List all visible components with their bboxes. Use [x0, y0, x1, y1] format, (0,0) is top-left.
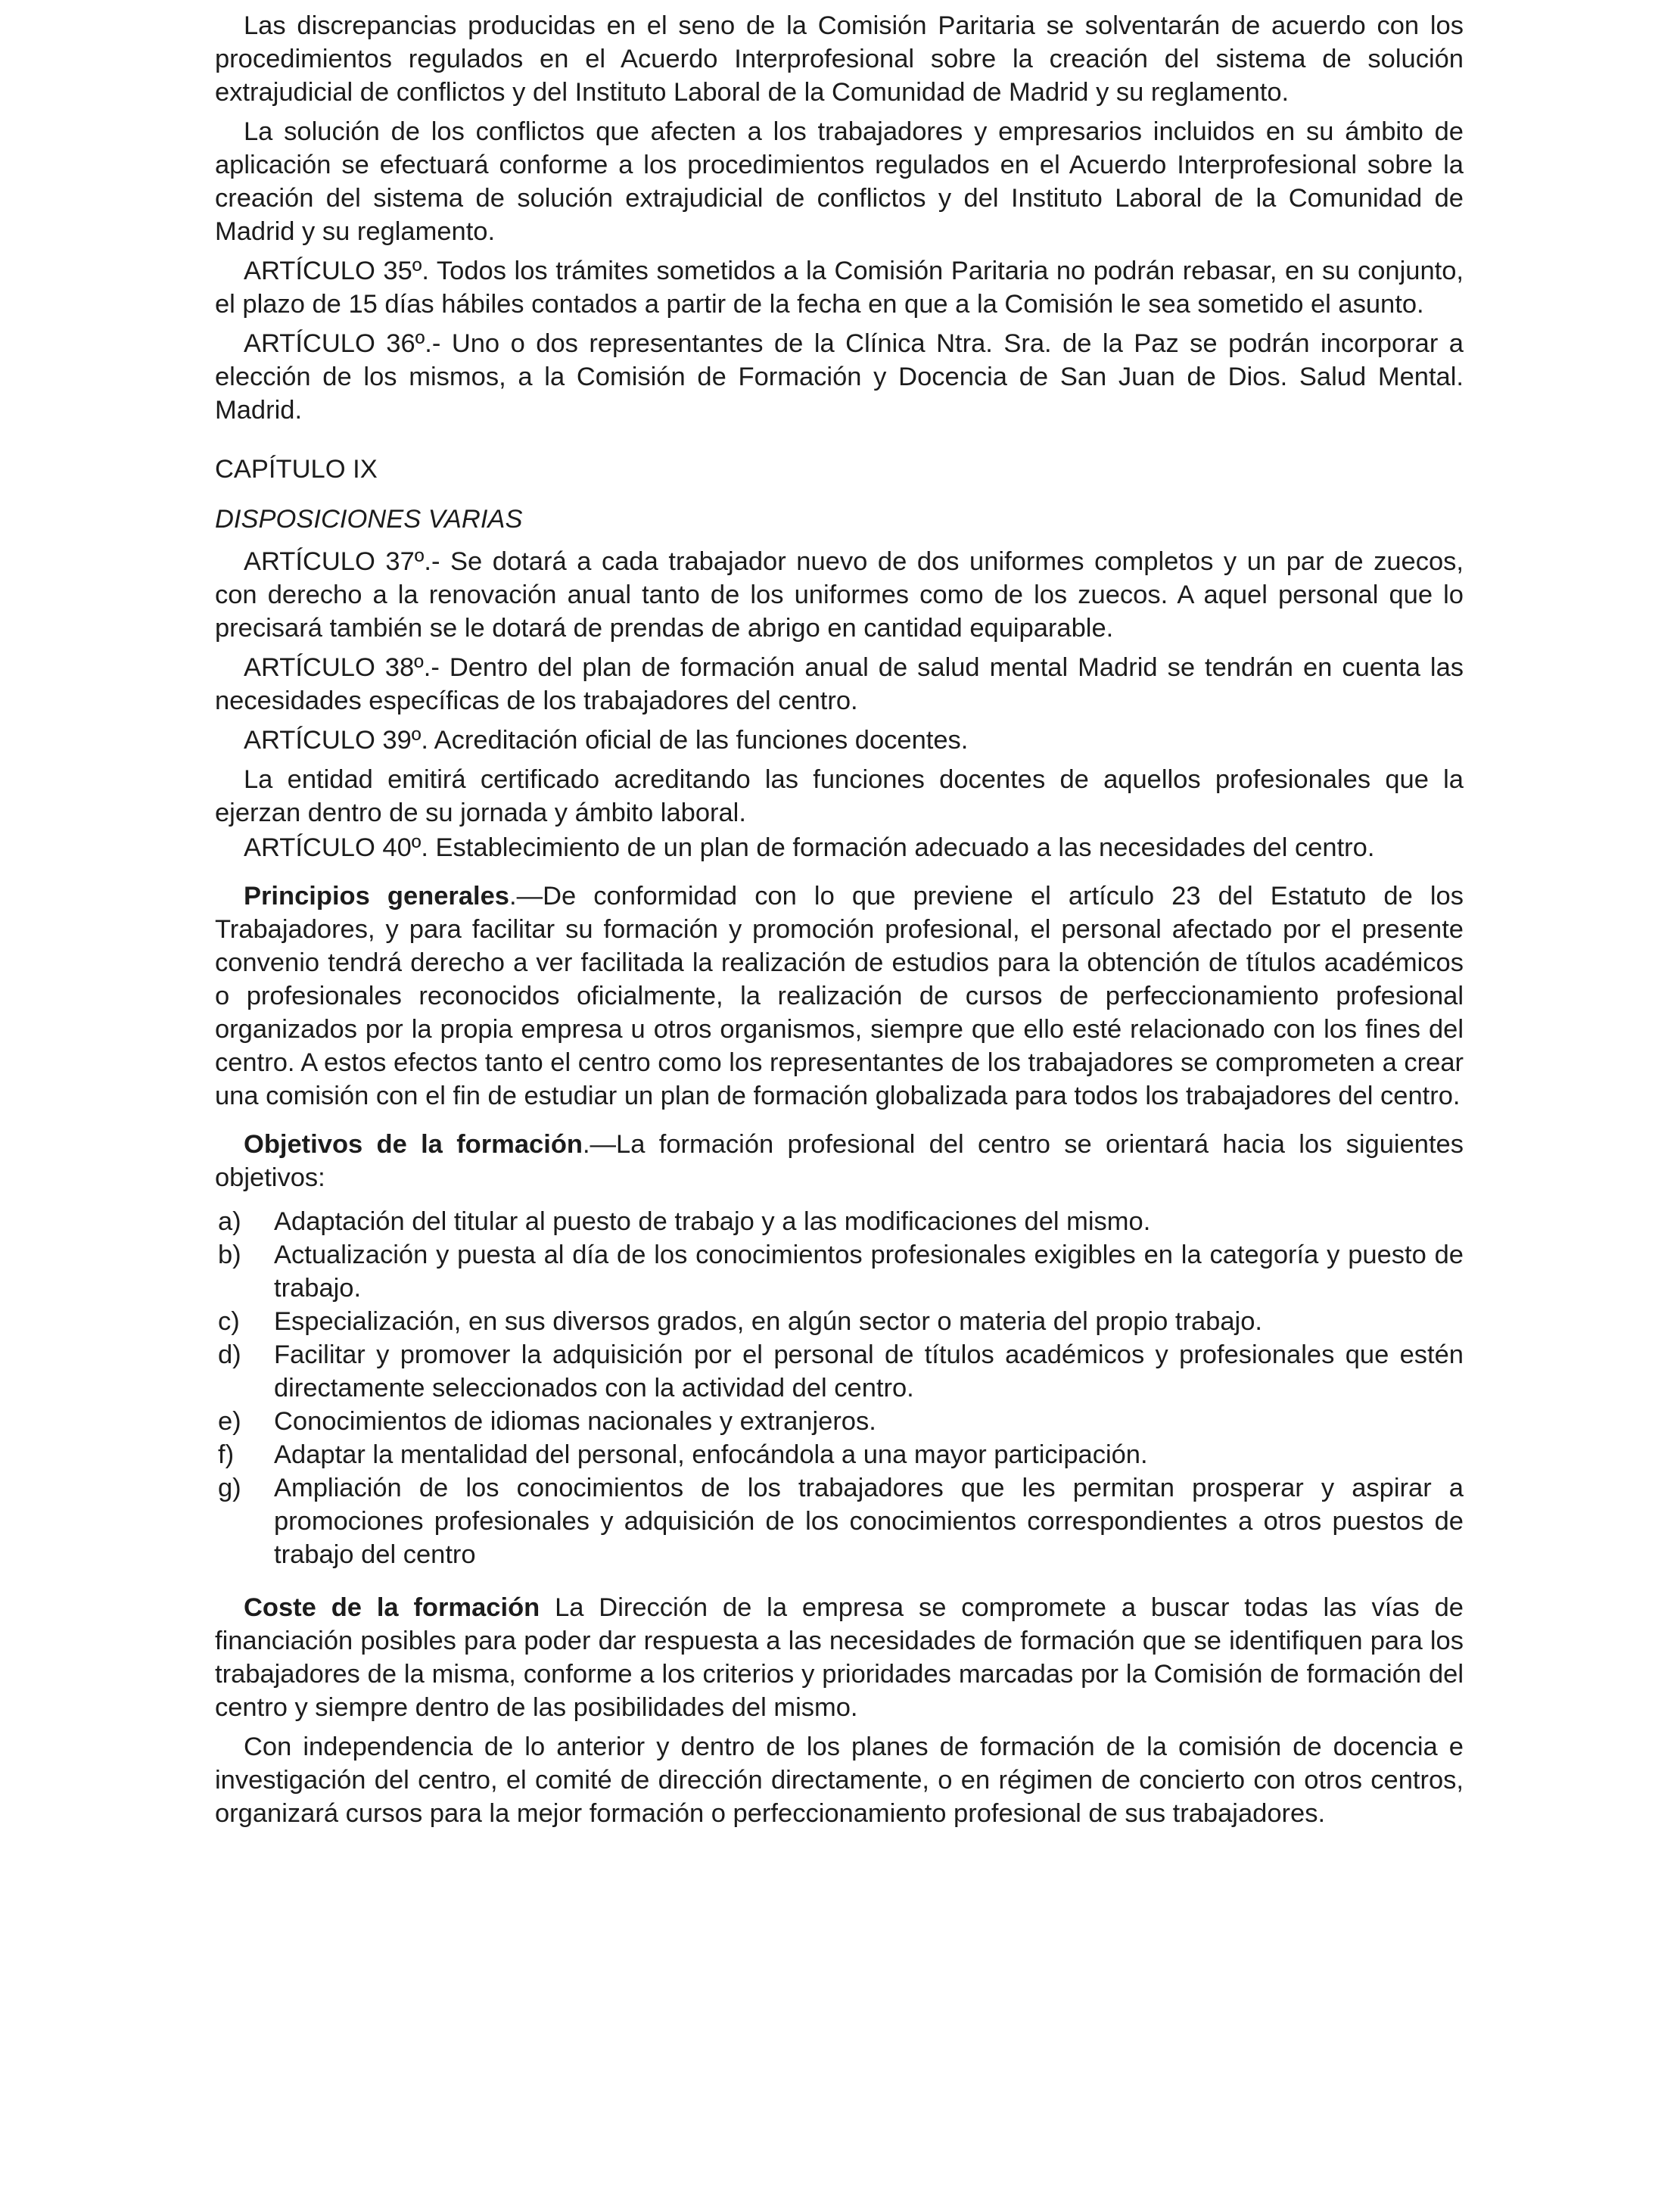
list-item-text: Conocimientos de idiomas nacionales y extranjeros.: [274, 1407, 876, 1436]
list-item-letter: b): [218, 1241, 241, 1269]
section-principios-generales: [215, 880, 1464, 1113]
list-item: [215, 1305, 1464, 1338]
article-37: ARTÍCULO 37º.- Se dotará a cada trabajador nuevo de dos uniformes completos y un par de zuecos, con derecho a la renovación anual tanto de los uniformes como de los zuecos. A aquel personal que lo precisará también se le dotará de prendas de abrigo en cantidad equiparable.: [215, 547, 1464, 643]
list-item-letter: g): [218, 1474, 241, 1502]
article-38: ARTÍCULO 38º.- Dentro del plan de formación anual de salud mental Madrid se tendrán en cuenta las necesidades específicas de los trabajadores del centro.: [215, 653, 1464, 715]
article-39: ARTÍCULO 39º. Acreditación oficial de las funciones docentes.: [244, 726, 969, 755]
principios-text: .—De conformidad con lo que previene el artículo 23 del Estatuto de los Trabajadores, y para facilitar su formación y promoción profesional, el personal afectado por el presente convenio tendrá derecho a ver facilitada la realización de estudios para la obtención de títulos académicos o profesionales reconocidos oficialmente, la realización de cursos de perfeccionamiento profesional organizados por la propia empresa u otros organismos, siempre que ello esté relacionado con los fines del centro. A estos efectos tanto el centro como los representantes de los trabajadores se comprometen a crear una comisión con el fin de estudiar un plan de formación globalizada para todos los trabajadores del centro.: [215, 882, 1464, 1110]
article-36: ARTÍCULO 36º.- Uno o dos representantes de la Clínica Ntra. Sra. de la Paz se podrán incorporar a elección de los mismos, a la Comisión de Formación y Docencia de San Juan de Dios. Salud Mental. Madrid.: [215, 329, 1464, 425]
principios-heading: Principios generales: [244, 882, 509, 911]
list-item: [215, 1405, 1464, 1438]
chapter-subtitle: DISPOSICIONES VARIAS: [215, 505, 523, 534]
list-item-letter: e): [218, 1407, 241, 1436]
list-item: [215, 1438, 1464, 1471]
paragraph-closing: Con independencia de lo anterior y dentro de los planes de formación de la comisión de docencia e investigación del centro, el comité de dirección directamente, o en régimen de concierto con otros centros, organizará cursos para la mejor formación o perfeccionamiento profesional de sus trabajadores.: [215, 1733, 1464, 1828]
list-item-letter: d): [218, 1340, 241, 1369]
coste-heading: Coste de la formación: [244, 1593, 540, 1622]
article-40: ARTÍCULO 40º. Establecimiento de un plan de formación adecuado a las necesidades del centro.: [244, 833, 1375, 862]
list-item: [215, 1471, 1464, 1571]
list-item: [215, 1205, 1464, 1238]
list-item-text: Ampliación de los conocimientos de los trabajadores que les permitan prosperar y aspirar a promociones profesionales y adquisición de los conocimientos correspondientes a otros puestos de trabajo del centro: [274, 1474, 1464, 1569]
section-coste: [215, 1591, 1464, 1724]
list-item: [215, 1238, 1464, 1305]
list-item-text: Facilitar y promover la adquisición por el personal de títulos académicos y profesionales que estén directamente seleccionados con la actividad del centro.: [274, 1340, 1464, 1403]
document-page: [215, 9, 1464, 1836]
list-item-text: Adaptación del titular al puesto de trabajo y a las modificaciones del mismo.: [274, 1207, 1151, 1236]
paragraph-certificado: La entidad emitirá certificado acreditando las funciones docentes de aquellos profesionales que la ejerzan dentro de su jornada y ámbito laboral.: [215, 765, 1464, 827]
paragraph-solucion-conflictos: La solución de los conflictos que afecten a los trabajadores y empresarios incluidos en su ámbito de aplicación se efectuará conforme a los procedimientos regulados en el Acuerdo Interprofesional sobre la creación del sistema de solución extrajudicial de conflictos y del Instituto Laboral de la Comunidad de Madrid y su reglamento.: [215, 117, 1464, 246]
objetivos-heading: Objetivos de la formación: [244, 1130, 583, 1159]
objetivos-text: .—La formación profesional del centro se orientará hacia los siguientes objetivos:: [215, 1130, 1464, 1192]
paragraph-discrepancias: Las discrepancias producidas en el seno de la Comisión Paritaria se solventarán de acuerdo con los procedimientos regulados en el Acuerdo Interprofesional sobre la creación del sistema de solución extrajudicial de conflictos y del Instituto Laboral de la Comunidad de Madrid y su reglamento.: [215, 11, 1464, 107]
list-item: [215, 1338, 1464, 1405]
coste-text: La Dirección de la empresa se compromete a buscar todas las vías de financiación posibles para poder dar respuesta a las necesidades de formación que se identifiquen para los trabajadores de la misma, conforme a los criterios y prioridades marcadas por la Comisión de formación del centro y siempre dentro de las posibilidades del mismo.: [215, 1593, 1464, 1722]
section-objetivos: [215, 1128, 1464, 1194]
list-item-text: Actualización y puesta al día de los conocimientos profesionales exigibles en la categoría y puesto de trabajo.: [274, 1241, 1464, 1303]
list-item-letter: c): [218, 1307, 240, 1336]
list-item-letter: a): [218, 1207, 241, 1236]
list-item-text: Adaptar la mentalidad del personal, enfocándola a una mayor participación.: [274, 1440, 1148, 1469]
list-item-letter: f): [218, 1440, 235, 1469]
objetivos-list: [215, 1205, 1464, 1571]
article-35: ARTÍCULO 35º. Todos los trámites sometidos a la Comisión Paritaria no podrán rebasar, en su conjunto, el plazo de 15 días hábiles contados a partir de la fecha en que a la Comisión le sea sometido el asunto.: [215, 257, 1464, 319]
chapter-title: CAPÍTULO IX: [215, 455, 378, 484]
list-item-text: Especialización, en sus diversos grados, en algún sector o materia del propio trabajo.: [274, 1307, 1262, 1336]
